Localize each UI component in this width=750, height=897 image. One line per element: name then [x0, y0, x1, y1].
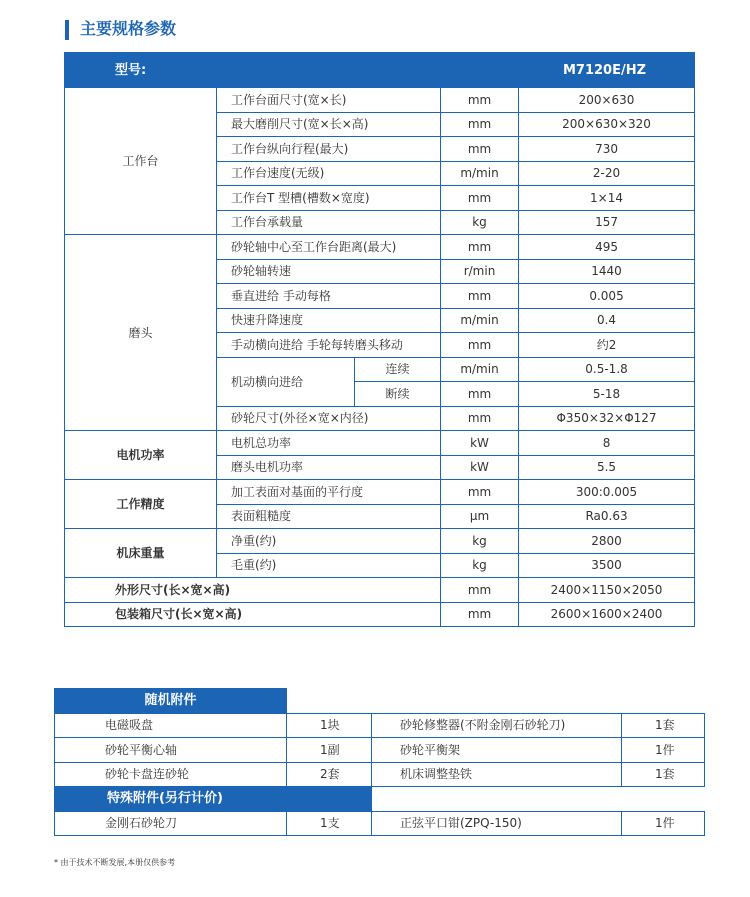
spec-value: 1×14: [519, 186, 695, 211]
group-label-head: 磨头: [65, 235, 217, 431]
spec-item: 净重(约): [217, 529, 441, 554]
spec-item: 表面粗糙度: [217, 504, 441, 529]
header-spacer: [287, 689, 705, 714]
spec-item: 手动横向进给 手轮每转磨头移动: [217, 333, 441, 358]
spec-unit: m/min: [441, 308, 519, 333]
accessory-qty: 1支: [287, 811, 372, 836]
spec-unit: kW: [441, 455, 519, 480]
spec-item: 砂轮轴转速: [217, 259, 441, 284]
accessory-qty: 1套: [622, 762, 705, 787]
spec-value: 730: [519, 137, 695, 162]
spec-value: 8: [519, 431, 695, 456]
spec-value: 2400×1150×2050: [519, 578, 695, 603]
spec-value: 2600×1600×2400: [519, 602, 695, 627]
spec-unit: mm: [441, 480, 519, 505]
spec-value: 300:0.005: [519, 480, 695, 505]
accessory-name: 砂轮卡盘连砂轮: [55, 762, 287, 787]
spec-item: 工作台面尺寸(宽×长): [217, 88, 441, 113]
spec-unit: mm: [441, 602, 519, 627]
standard-accessories-title: 随机附件: [55, 689, 287, 714]
table-row: [65, 235, 695, 260]
spec-value: Ra0.63: [519, 504, 695, 529]
spec-item: 工作台承载量: [217, 210, 441, 235]
group-label-weight: 机床重量: [65, 529, 217, 578]
spec-unit: mm: [441, 406, 519, 431]
spec-item: 工作台纵向行程(最大): [217, 137, 441, 162]
spec-subitem: 断续: [355, 382, 441, 407]
spec-item: 砂轮尺寸(外径×宽×内径): [217, 406, 441, 431]
accessory-name: 正弦平口钳(ZPQ-150): [372, 811, 622, 836]
spec-value: 0.005: [519, 284, 695, 309]
spec-item: 包装箱尺寸(长×宽×高): [65, 602, 441, 627]
spec-unit: mm: [441, 112, 519, 137]
spec-item: 工作台速度(无级): [217, 161, 441, 186]
spec-unit: r/min: [441, 259, 519, 284]
spec-value: 5.5: [519, 455, 695, 480]
accessory-qty: 1块: [287, 713, 372, 738]
spec-unit: mm: [441, 284, 519, 309]
group-label-power: 电机功率: [65, 431, 217, 480]
spec-unit: mm: [441, 186, 519, 211]
spec-unit: mm: [441, 88, 519, 113]
table-row: [55, 762, 705, 787]
page-title: 主要规格参数: [80, 19, 177, 38]
accessory-qty: 1件: [622, 811, 705, 836]
accessory-qty: 1件: [622, 738, 705, 763]
spec-item: 毛重(约): [217, 553, 441, 578]
spec-value: 200×630×320: [519, 112, 695, 137]
spec-unit: m/min: [441, 161, 519, 186]
spec-unit: mm: [441, 382, 519, 407]
special-accessories-title: 特殊附件(另行计价): [55, 787, 372, 812]
accessory-name: 砂轮平衡架: [372, 738, 622, 763]
accessory-qty: 1套: [622, 713, 705, 738]
model-label: 型号:: [65, 53, 355, 88]
table-row: [65, 578, 695, 603]
table-row: [55, 738, 705, 763]
spec-unit: m/min: [441, 357, 519, 382]
spec-unit: kg: [441, 210, 519, 235]
spec-item: 加工表面对基面的平行度: [217, 480, 441, 505]
spec-unit: mm: [441, 137, 519, 162]
spec-value: 495: [519, 235, 695, 260]
accessories-table: [54, 688, 705, 836]
spec-item: 砂轮轴中心至工作台距离(最大): [217, 235, 441, 260]
spec-item: 机动横向进给: [217, 357, 355, 406]
spec-value: 0.4: [519, 308, 695, 333]
accessory-name: 砂轮修整器(不附金刚石砂轮刀): [372, 713, 622, 738]
spec-item: 工作台T 型槽(槽数×宽度): [217, 186, 441, 211]
spec-subitem: 连续: [355, 357, 441, 382]
accessory-name: 金刚石砂轮刀: [55, 811, 287, 836]
footnote: * 由于技术不断发展,本册仅供参考: [54, 858, 176, 867]
spec-value: 约2: [519, 333, 695, 358]
section-header-row: [55, 689, 705, 714]
title-accent-bar: [65, 20, 69, 40]
spec-unit: kW: [441, 431, 519, 456]
spec-unit: mm: [441, 578, 519, 603]
spec-unit: mm: [441, 235, 519, 260]
spec-item: 快速升降速度: [217, 308, 441, 333]
table-row: [65, 602, 695, 627]
accessory-qty: 2套: [287, 762, 372, 787]
spec-value: 200×630: [519, 88, 695, 113]
spec-item: 外形尺寸(长×宽×高): [65, 578, 441, 603]
accessory-name: 砂轮平衡心轴: [55, 738, 287, 763]
spec-value: 157: [519, 210, 695, 235]
spec-unit: kg: [441, 529, 519, 554]
table-row: [65, 480, 695, 505]
spec-value: 3500: [519, 553, 695, 578]
spec-value: 2800: [519, 529, 695, 554]
group-label-table: 工作台: [65, 88, 217, 235]
model-value: M7120E/HZ: [355, 53, 695, 88]
spec-value: 1440: [519, 259, 695, 284]
accessory-name: 电磁吸盘: [55, 713, 287, 738]
spec-value: 2-20: [519, 161, 695, 186]
table-row: [65, 431, 695, 456]
table-row: [65, 88, 695, 113]
section-header-row: [55, 787, 705, 812]
table-row: [55, 713, 705, 738]
spec-item: 电机总功率: [217, 431, 441, 456]
accessory-qty: 1副: [287, 738, 372, 763]
spec-table: [64, 52, 695, 627]
spec-value: 5-18: [519, 382, 695, 407]
header-spacer: [372, 787, 705, 812]
spec-item: 垂直进给 手动每格: [217, 284, 441, 309]
spec-header-row: [65, 53, 695, 88]
table-row: [55, 811, 705, 836]
spec-value: 0.5-1.8: [519, 357, 695, 382]
spec-value: Φ350×32×Φ127: [519, 406, 695, 431]
spec-unit: mm: [441, 333, 519, 358]
accessory-name: 机床调整垫铁: [372, 762, 622, 787]
group-label-precision: 工作精度: [65, 480, 217, 529]
table-row: [65, 529, 695, 554]
spec-unit: kg: [441, 553, 519, 578]
spec-unit: μm: [441, 504, 519, 529]
spec-item: 磨头电机功率: [217, 455, 441, 480]
spec-item: 最大磨削尺寸(宽×长×高): [217, 112, 441, 137]
